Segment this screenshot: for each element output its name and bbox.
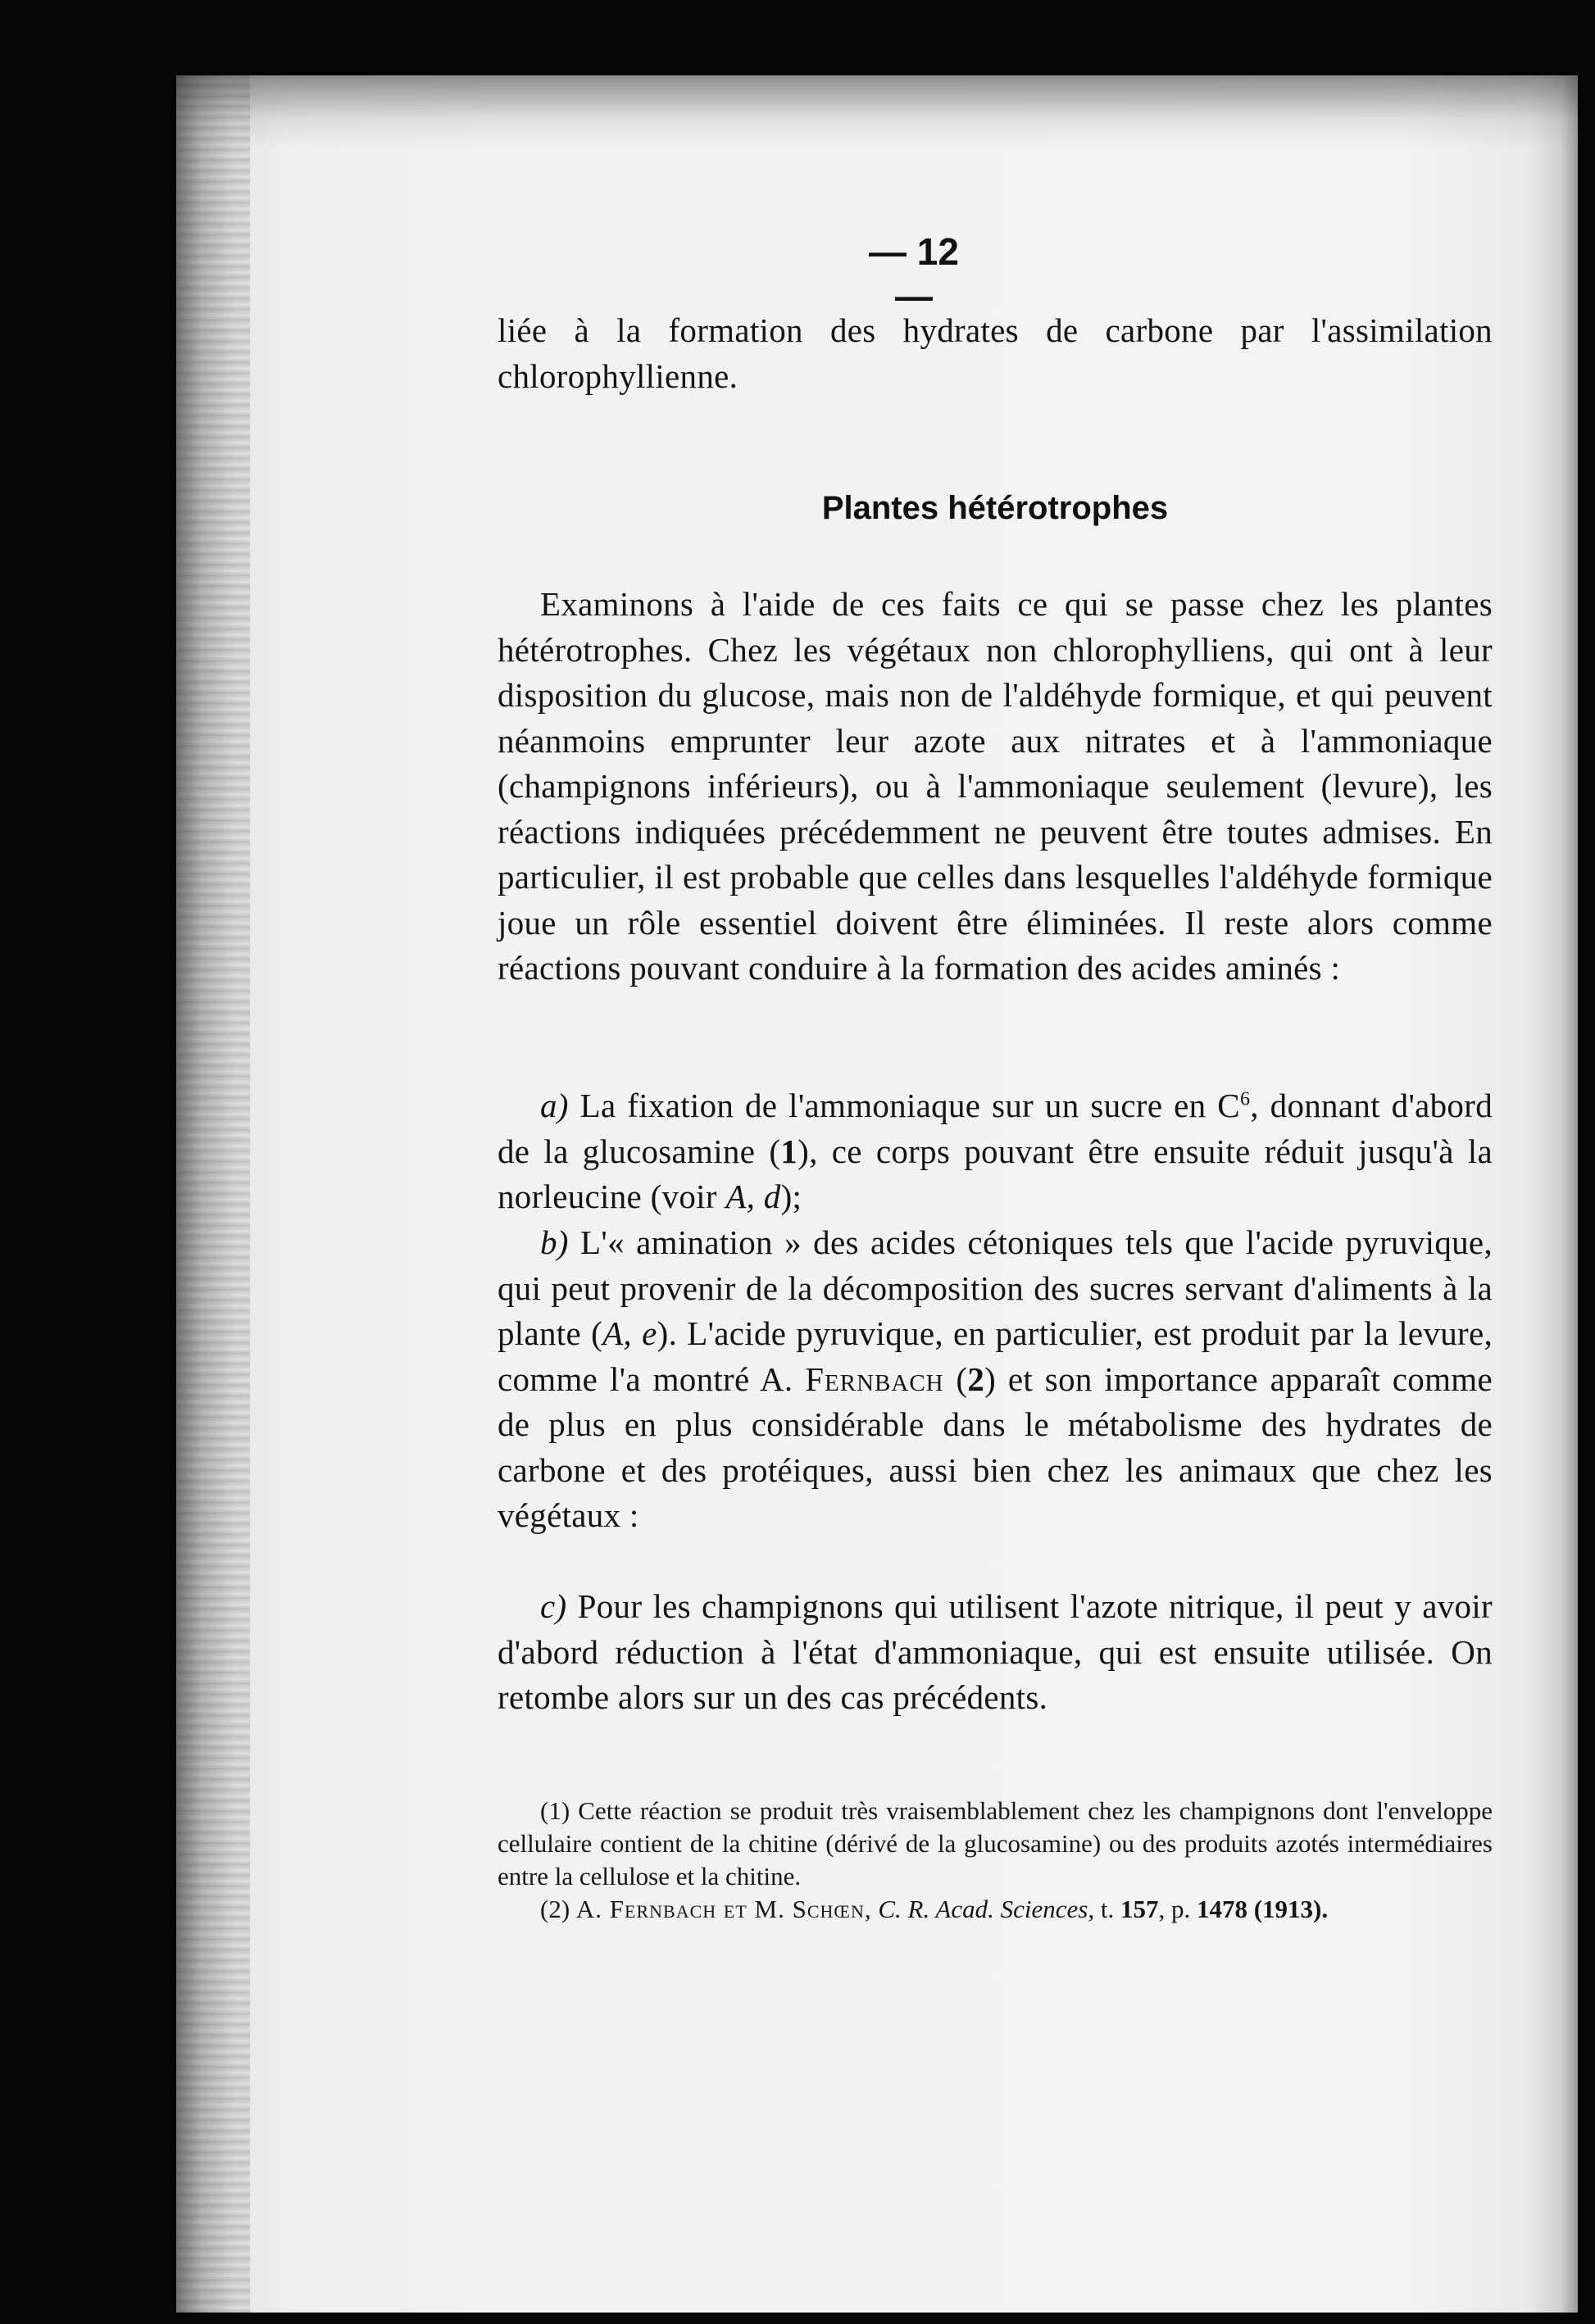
footnote-2 bbox=[498, 1893, 1493, 1926]
footnote-1-marker: (1) bbox=[540, 1796, 570, 1825]
item-a-text-2: , donnant d'abord de la glucosamine ( bbox=[498, 1087, 1493, 1170]
footnote-2-page-no: 1478 bbox=[1196, 1895, 1247, 1923]
item-a-cross-ref: A, d bbox=[725, 1178, 781, 1215]
item-a-label: a) bbox=[540, 1087, 569, 1124]
item-b-text-2: ). L'acide pyruvique, en particulier, est produit par la levure, comme l'a montré A. bbox=[498, 1314, 1493, 1398]
item-c-text: Pour les champignons qui utilisent l'azote nitrique, il peut y avoir d'abord réduction à l'état d'ammoniaque, qui est ensuite utilisée. On retombe alors sur un des cas précédents. bbox=[498, 1587, 1493, 1716]
item-b-note-ref: 2 bbox=[967, 1359, 985, 1398]
footnote-1 bbox=[498, 1795, 1493, 1893]
carryover-paragraph: liée à la formation des hydrates de carbone par l'assimilation chlorophyllienne. bbox=[498, 311, 1493, 395]
footnote-2-volume: 157 bbox=[1120, 1895, 1159, 1923]
item-c-paragraph bbox=[498, 1584, 1493, 1721]
page-top-shadow bbox=[176, 75, 1578, 149]
item-b-author: Fernbach bbox=[805, 1359, 944, 1398]
item-b-cross-ref: A, e bbox=[602, 1314, 657, 1352]
footnote-2-year: (1913). bbox=[1253, 1895, 1329, 1923]
item-a-superscript: 6 bbox=[1239, 1088, 1251, 1110]
item-b-paragraph bbox=[498, 1220, 1493, 1539]
page-number: — 12 — bbox=[869, 230, 959, 317]
item-b-text-1: L'« amination » des acides cétoniques tels que l'acide pyruvique, qui peut provenir de la décomposition des sucres servant d'aliments à la plante ( bbox=[498, 1223, 1493, 1352]
footnote-2-volume-prefix: t. bbox=[1100, 1895, 1115, 1923]
item-a-paragraph bbox=[498, 1083, 1493, 1220]
footnote-2-journal: C. R. Acad. Sciences, bbox=[878, 1895, 1095, 1923]
footnote-1-text: Cette réaction se produit très vraisemblablement chez les champignons dont l'enveloppe cellulaire contient de la chitine (dérivé de la glucosamine) ou des produits azotés intermédiaires entre la cellulose et la chitine. bbox=[498, 1796, 1493, 1891]
section-heading: Plantes hétérotrophes bbox=[821, 490, 1169, 526]
footnote-2-authors: A. Fernbach et M. Schœn, bbox=[575, 1895, 872, 1923]
footnotes bbox=[498, 1795, 1493, 1926]
item-a-text-4: ); bbox=[780, 1178, 802, 1215]
item-b-label: b) bbox=[540, 1223, 569, 1261]
item-a-text-3: ), ce corps pouvant être ensuite réduit jusqu'à la norleucine (voir bbox=[498, 1132, 1493, 1215]
item-b-text-3: ( bbox=[943, 1359, 968, 1398]
item-a-text-1: La fixation de l'ammoniaque sur un sucre en C bbox=[579, 1087, 1240, 1124]
page-gutter-edge bbox=[176, 75, 250, 2313]
footnote-2-page-ref: , p. bbox=[1158, 1895, 1191, 1923]
footnote-2-marker: (2) bbox=[540, 1895, 570, 1923]
main-paragraph: Examinons à l'aide de ces faits ce qui se passe chez les plantes hétérotrophes. Chez les végétaux non chlorophylliens, qui ont à leur disposition du glucose, mais non de l'aldéhyde formique, et qui peuvent néanmoins emprunter leur azote aux nitrates et à l'ammoniaque (champignons inférieurs), ou à l'ammoniaque seulement (levure), les réactions indiquées précédemment ne peuvent être toutes admises. En particulier, il est probable que celles dans lesquelles l'aldéhyde formique joue un rôle essentiel doivent être éliminées. Il reste alors comme réactions pouvant conduire à la formation des acides aminés : bbox=[498, 585, 1493, 987]
item-a-note-ref: 1 bbox=[780, 1132, 798, 1170]
item-c-label: c) bbox=[540, 1587, 567, 1625]
item-b-text-4: ) et son importance apparaît comme de plus en plus considérable dans le métabolisme des hydrates de carbone et des protéiques, aussi bien chez les animaux que chez les végétaux : bbox=[498, 1359, 1493, 1534]
